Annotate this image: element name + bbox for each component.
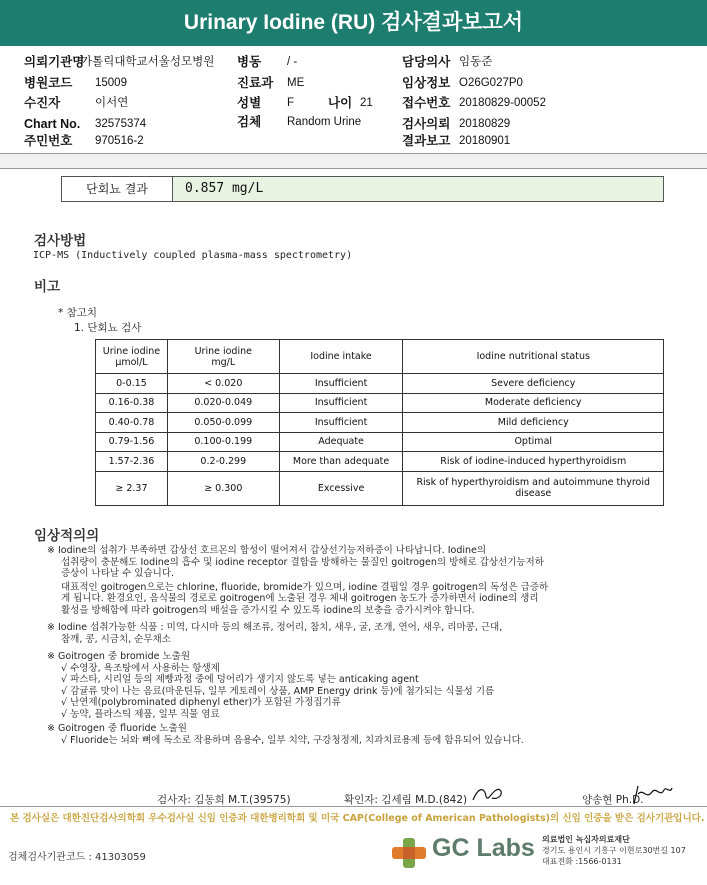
table-cell: Moderate deficiency [403, 393, 664, 413]
table-header-row [96, 340, 664, 374]
clinical-info-label: 임상정보 [402, 76, 451, 90]
table-cell: 0.050-0.099 [167, 413, 279, 433]
dept-value: ME [287, 77, 305, 89]
foundation-address: 경기도 용인시 기흥구 이현로30번길 107 [542, 846, 686, 855]
foundation-info [542, 834, 686, 867]
table-cell: ≥ 0.300 [167, 471, 279, 505]
gc-cross-logo-icon [390, 836, 428, 870]
table-row [96, 452, 664, 472]
note-line: ※ Iodine의 섭취가 부족하면 갑상선 호르몬의 합성이 떨어져서 갑상선기능저하증이 나타납니다. Iodine의 [47, 545, 487, 556]
table-row [96, 471, 664, 505]
result-value: 0.857 mg/L [173, 177, 663, 201]
age-value: 21 [360, 97, 373, 109]
note-line: 섭취량이 충분해도 Iodine의 흡수 및 iodine receptor 결합을 방해하는 물질인 goitrogen의 방해로 갑상선기능저하 [61, 556, 544, 568]
rrn-value: 970516-2 [95, 135, 144, 147]
table-row [96, 432, 664, 452]
table-header-cell: Urine iodine μmol/L [96, 340, 168, 374]
specimen-value: Random Urine [287, 116, 362, 128]
table-row [96, 413, 664, 433]
note-line: √ 농약, 플라스틱 제품, 일부 직물 염료 [61, 708, 220, 720]
doctor-label: 담당의사 [402, 55, 451, 69]
ward-value: / - [287, 56, 298, 68]
age-label: 나이 [328, 96, 353, 110]
table-cell: 0.2-0.299 [167, 452, 279, 472]
table-cell: 0.100-0.199 [167, 432, 279, 452]
footer-divider [0, 806, 707, 807]
hospital-code-value: 15009 [95, 77, 127, 89]
note-line: ※ Goitrogen 중 bromide 노출원 [47, 651, 190, 662]
note-line: 게 됩니다. 환경요인, 음식물의 경로로 goitrogen에 노출된 경우 체내 goitrogen 농도가 증가하면서 iodine의 생리 [61, 593, 539, 604]
table-cell: Insufficient [279, 413, 403, 433]
table-cell: Excessive [279, 471, 403, 505]
note-line: ※ Iodine 섭취가능한 식품 : 미역, 다시마 등의 해조류, 정어리, 참치, 새우, 굴, 조개, 연어, 새우, 리마콩, 근대, [47, 622, 503, 633]
clinical-notes [47, 545, 687, 746]
table-cell: Optimal [403, 432, 664, 452]
remarks-heading: 비고 [34, 279, 61, 294]
report-label: 결과보고 [402, 134, 451, 148]
result-label: 단회뇨 결과 [62, 177, 173, 201]
receipt-value: 20180829-00052 [459, 97, 546, 109]
director-signature: 양송현 Ph.D. [582, 794, 644, 806]
gc-labs-logo: GC Labs [432, 834, 535, 862]
receipt-label: 접수번호 [402, 96, 451, 110]
note-line: ※ Goitrogen 중 fluoride 노출원 [47, 723, 187, 734]
table-cell: ≥ 2.37 [96, 471, 168, 505]
note-line: 대표적인 goitrogen으로는 chlorine, fluoride, bromide가 있으며, iodine 결핍일 경우 goitrogen의 독성은 급증하 [61, 581, 549, 593]
table-cell: 0.79-1.56 [96, 432, 168, 452]
table-cell: Risk of hyperthyroidism and autoimmune thyroid disease [403, 471, 664, 505]
note-line: √ Fluoride는 뇌와 뼈에 독소로 작용하며 음용수, 일부 치약, 구강청정제, 치과치료용제 등에 함유되어 있습니다. [61, 734, 524, 746]
reference-heading: * 참고치 [58, 307, 98, 319]
certification-text: 본 검사실은 대한진단검사의학회 우수검사실 신임 인증과 대한병리학회 및 미국 CAP(College of American Pathologists)의 신임 인증을 받은 검사기관입니다. [10, 813, 705, 824]
table-header-cell: Iodine nutritional status [403, 340, 664, 374]
sex-value: F [287, 97, 295, 109]
table-row [96, 374, 664, 394]
table-header-cell: Iodine intake [279, 340, 403, 374]
ward-label: 병동 [237, 55, 262, 69]
table-cell: Insufficient [279, 374, 403, 394]
note-line: 참깨, 콩, 시금치, 순무채소 [61, 633, 171, 645]
table-row [96, 393, 664, 413]
foundation-phone: 대표전화 :1566-0131 [542, 857, 622, 866]
note-line: √ 수영장, 욕조탕에서 사용하는 항생제 [61, 662, 220, 674]
chart-value: 32575374 [95, 118, 147, 130]
reference-subheading: 1. 단회뇨 검사 [74, 322, 142, 334]
table-cell: < 0.020 [167, 374, 279, 394]
director-signature-scribble [630, 780, 675, 808]
table-cell: 0.16-0.38 [96, 393, 168, 413]
hospital-code-label: 병원코드 [24, 76, 73, 90]
rrn-label: 주민번호 [24, 134, 73, 148]
specimen-label: 검체 [237, 115, 262, 129]
checker-signature-scribble [470, 782, 508, 806]
table-cell: 1.57-2.36 [96, 452, 168, 472]
table-cell: Adequate [279, 432, 403, 452]
table-cell: 0.020-0.049 [167, 393, 279, 413]
note-line: 활성을 방해함에 따라 goitrogen의 배설을 증가시킬 수 있도록 iodine의 보충을 증가시켜야 합니다. [61, 604, 475, 616]
note-line: √ 파스타, 시리얼 등의 제빵과정 중에 덩어리가 생기지 않도록 넣는 anticaking agent [61, 674, 419, 685]
clinical-info-value: O26G027P0 [459, 77, 523, 89]
doctor-value: 임동준 [459, 56, 493, 68]
request-value: 20180829 [459, 118, 511, 130]
tester-signature: 검사자: 김동희 M.T.(39575) [157, 794, 291, 806]
table-cell: Severe deficiency [403, 374, 664, 394]
report-value: 20180901 [459, 135, 511, 147]
method-heading: 검사방법 [34, 233, 87, 248]
table-header-cell: Urine iodine mg/L [167, 340, 279, 374]
institution-value: 가톨릭대학교서울성모병원 [81, 56, 215, 68]
checker-signature: 확인자: 김세림 M.D.(842) [344, 794, 468, 806]
clinical-heading: 임상적의의 [34, 528, 100, 543]
patient-info [0, 0, 707, 160]
note-line: √ 감귤류 맛이 나는 음료(마운틴듀, 일부 게토레이 상품, AMP Energy drink 등)에 첨가되는 식물성 기름 [61, 685, 495, 697]
dept-label: 진료과 [237, 76, 274, 90]
table-cell: Insufficient [279, 393, 403, 413]
patient-value: 이서연 [95, 97, 129, 109]
patient-label: 수진자 [24, 96, 61, 110]
divider [0, 168, 707, 169]
divider-band [0, 154, 707, 168]
result-box [61, 176, 664, 202]
table-cell: 0-0.15 [96, 374, 168, 394]
note-line: √ 난연제(polybrominated diphenyl ether)가 포함된 가정집기류 [61, 697, 341, 708]
table-cell: Mild deficiency [403, 413, 664, 433]
method-text: ICP-MS (Inductively coupled plasma-mass spectrometry) [33, 250, 353, 261]
registration-code: 검체검사기관코드 : 41303059 [8, 852, 146, 863]
table-cell: 0.40-0.78 [96, 413, 168, 433]
sex-label: 성별 [237, 96, 262, 110]
table-cell: More than adequate [279, 452, 403, 472]
report-title: Urinary Iodine (RU) 검사결과보고서 [0, 0, 707, 46]
table-cell: Risk of iodine-induced hyperthyroidism [403, 452, 664, 472]
foundation-name: 의료법인 녹십자의료재단 [542, 835, 630, 844]
chart-label: Chart No. [24, 117, 81, 131]
institution-label: 의뢰기관명 [24, 55, 85, 69]
reference-table [95, 339, 664, 506]
request-label: 검사의뢰 [402, 117, 451, 131]
note-line: 증상이 나타날 수 있습니다. [61, 568, 175, 579]
